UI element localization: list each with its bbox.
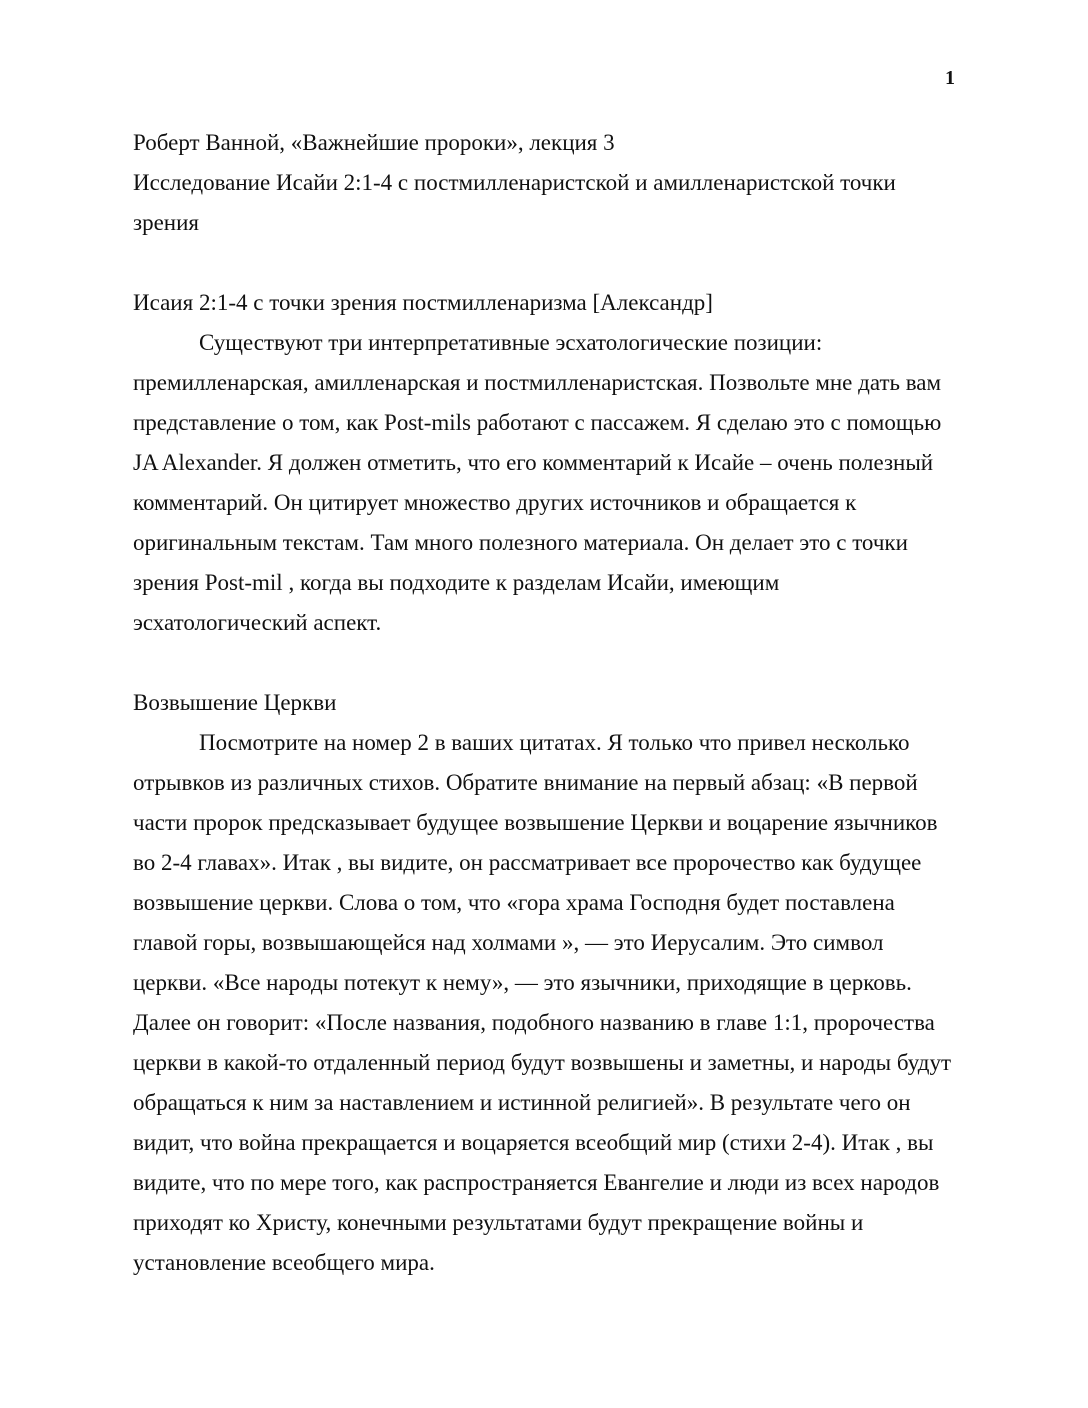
page-number: 1 [945, 67, 955, 89]
lecture-author-line: Роберт Ванной, «Важнейшие пророки», лекция 3 [133, 130, 615, 155]
paragraph-postmillennialism: Существуют три интерпретативные эсхатологические позиции: премилленарская, амилленарская и постмилленаристская. Позвольте мне дать вам представление о том, как Post-mils работают с пассажем. Я сделаю это с помощью JA Alexander. Я должен отметить, что его комментарий к Исайе – очень полезный комментарий. Он цитирует множество других источников и обращается к оригинальным текстам. Там много полезного материала. Он делает это с точки зрения Post-mil , когда вы подходите к разделам Исайи, имеющим эсхатологический аспект. [133, 330, 942, 635]
paragraph-church-exaltation: Посмотрите на номер 2 в ваших цитатах. Я только что привел несколько отрывков из различных стихов. Обратите внимание на первый абзац: «В первой части пророк предсказывает будущее возвышение Церкви и воцарение язычников во 2-4 главах». Итак , вы видите, он рассматривает все пророчество как будущее возвышение церкви. Слова о том, что «гора храма Господня будет поставлена главой горы, возвышающейся над холмами », — это Иерусалим. Это символ церкви. «Все народы потекут к нему», — это язычники, приходящие в церковь. Далее он говорит: «После названия, подобного названию в главе 1:1, пророчества церкви в какой-то отдаленный период будут возвышены и заметны, и народы будут обращаться к ним за наставлением и истинной религией». В результате чего он видит, что война прекращается и воцаряется всеобщий мир (стихи 2-4). Итак , вы видите, что по мере того, как распространяется Евангелие и люди из всех народов приходят ко Христу, конечными результатами будут прекращение войны и установление всеобщего мира. [133, 730, 952, 1275]
lecture-title: Исследование Исайи 2:1-4 с постмилленаристской и амилленаристской точки зрения [133, 170, 896, 235]
section-heading-church-exaltation: Возвышение Церкви [133, 690, 337, 715]
spacer [133, 643, 957, 683]
document-body [133, 123, 957, 1283]
spacer [133, 243, 957, 283]
section-heading-postmillennialism: Исаия 2:1-4 с точки зрения постмилленаризма [Александр] [133, 290, 713, 315]
